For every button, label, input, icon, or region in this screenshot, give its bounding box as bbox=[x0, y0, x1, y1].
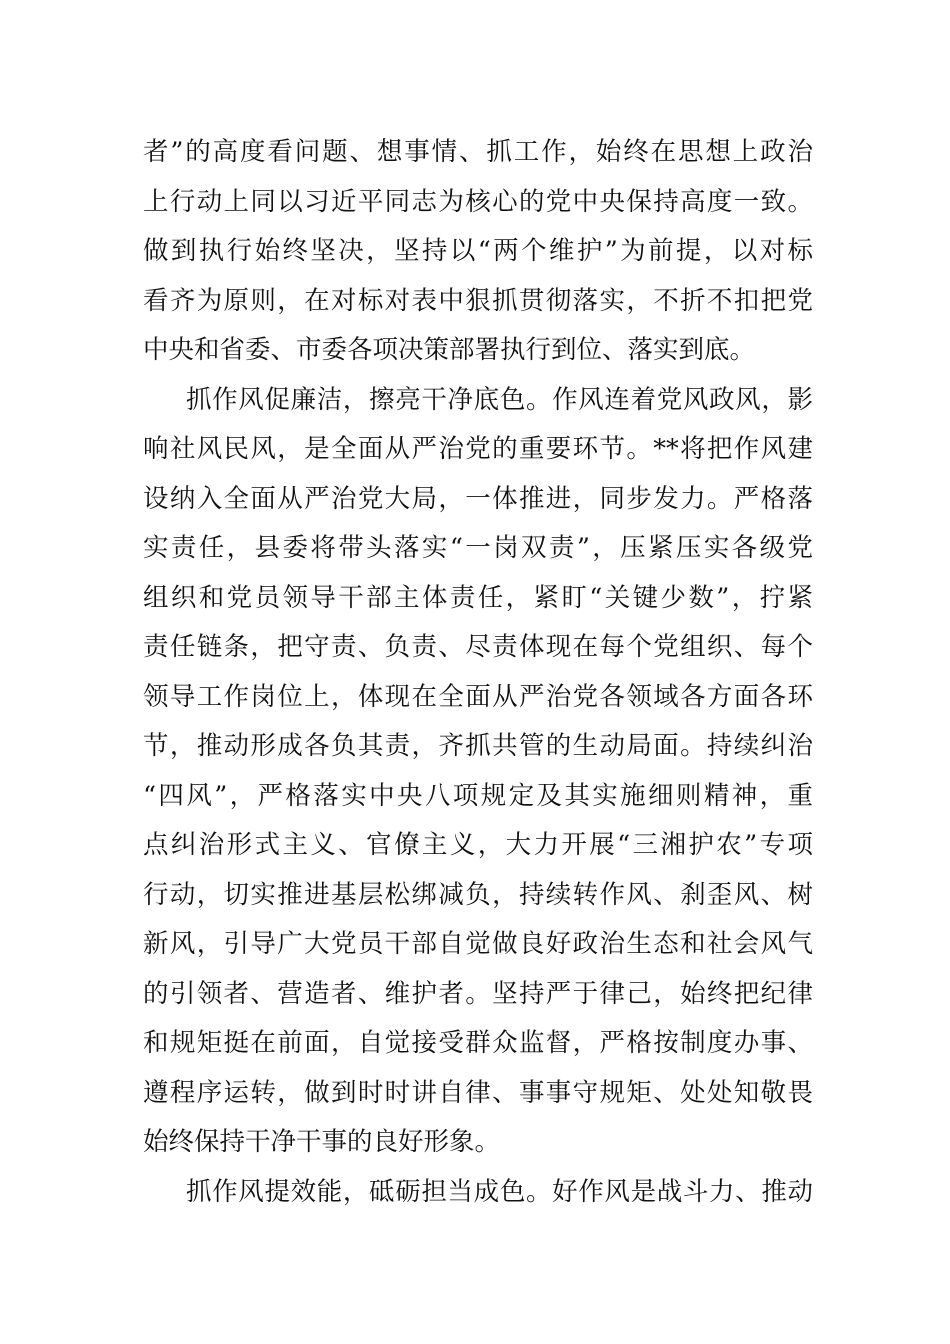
text-line: 始终保持干净干事的良好形象。 bbox=[143, 1127, 501, 1157]
text-line: 者”的高度看问题、想事情、抓工作，始终在思想上政治 bbox=[143, 137, 813, 167]
text-line: 和规矩挺在前面，自觉接受群众监督，严格按制度办事、 bbox=[143, 1028, 813, 1058]
text-line: 看齐为原则，在对标对表中狠抓贯彻落实，不折不扣把党 bbox=[143, 285, 813, 316]
text-line: 的引领者、营造者、维护者。坚持严于律己，始终把纪律 bbox=[143, 978, 813, 1009]
body-text bbox=[143, 128, 813, 1217]
text-line: 做到执行始终坚决，坚持以“两个维护”为前提，以对标 bbox=[143, 236, 813, 266]
text-line: 领导工作岗位上，体现在全面从严治党各领域各方面各环 bbox=[143, 681, 813, 712]
text-line: 遵程序运转，做到时时讲自律、事事守规矩、处处知敬畏 bbox=[143, 1077, 813, 1108]
text-line: 责任链条，把守责、负责、尽责体现在每个党组织、每个 bbox=[143, 632, 813, 662]
text-line: 上行动上同以习近平同志为核心的党中央保持高度一致。 bbox=[143, 186, 813, 217]
text-line: 实责任，县委将带头落实“一岗双责”，压紧压实各级党 bbox=[143, 533, 813, 563]
paragraph-start-line: 抓作风提效能，砥砺担当成色。好作风是战斗力、推动 bbox=[186, 1176, 813, 1207]
text-line: 设纳入全面从严治党大局，一体推进，同步发力。严格落 bbox=[143, 483, 813, 514]
text-line: 点纠治形式主义、官僚主义，大力开展“三湘护农”专项 bbox=[143, 830, 813, 860]
text-line: “四风”，严格落实中央八项规定及其实施细则精神，重 bbox=[143, 780, 813, 811]
text-line: 行动，切实推进基层松绑减负，持续转作风、刹歪风、树 bbox=[143, 879, 813, 910]
text-line: 节，推动形成各负其责，齐抓共管的生动局面。持续纠治 bbox=[143, 731, 813, 761]
text-line: 组织和党员领导干部主体责任，紧盯“关键少数”，拧紧 bbox=[143, 582, 813, 613]
text-line: 中央和省委、市委各项决策部署执行到位、落实到底。 bbox=[143, 335, 756, 365]
text-line: 响社风民风，是全面从严治党的重要环节。**将把作风建 bbox=[143, 434, 813, 464]
paragraph-start-line: 抓作风促廉洁，擦亮干净底色。作风连着党风政风，影 bbox=[186, 384, 813, 415]
text-line: 新风，引导广大党员干部自觉做良好政治生态和社会风气 bbox=[143, 929, 813, 959]
